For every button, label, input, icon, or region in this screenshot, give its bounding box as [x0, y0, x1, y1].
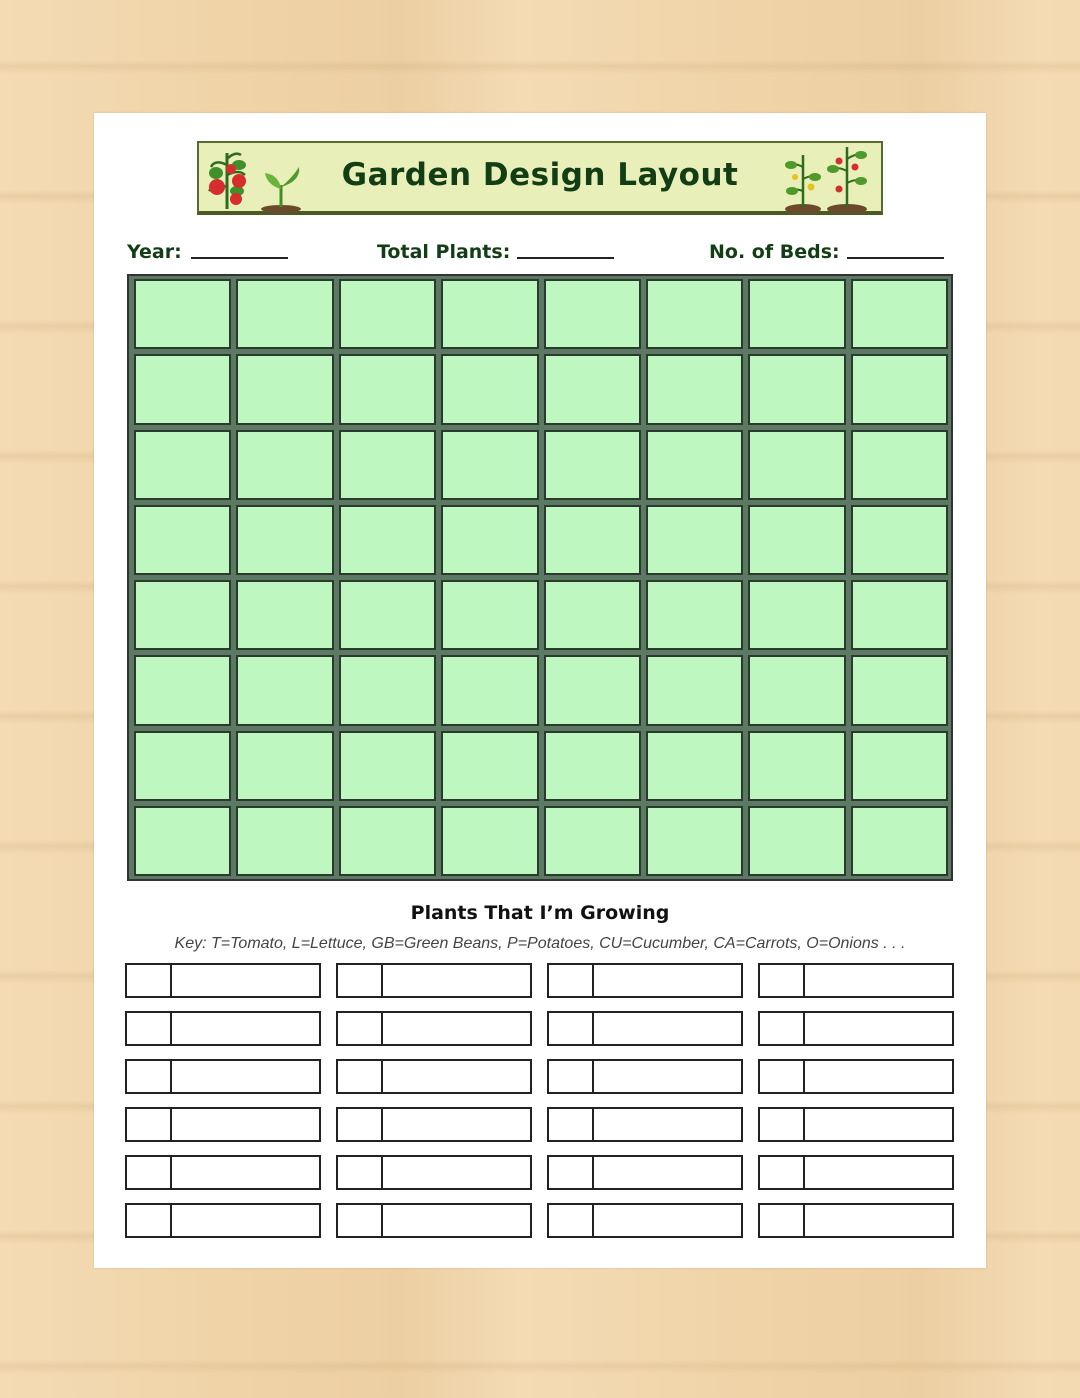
grid-cell[interactable] [748, 806, 845, 876]
grid-cell[interactable] [748, 430, 845, 500]
plant-entry [125, 1059, 321, 1094]
grid-cell[interactable] [441, 731, 538, 801]
grid-cell[interactable] [646, 505, 743, 575]
plant-code-field[interactable] [127, 1205, 172, 1236]
plant-code-field[interactable] [760, 1157, 805, 1188]
grid-cell[interactable] [646, 731, 743, 801]
grid-cell[interactable] [646, 655, 743, 725]
plant-entry [758, 1059, 954, 1094]
plant-entry [547, 1155, 743, 1190]
plant-name-field[interactable] [594, 1061, 741, 1092]
plant-list [125, 963, 955, 1239]
plant-code-field[interactable] [127, 1157, 172, 1188]
plant-code-field[interactable] [338, 1013, 383, 1044]
plant-code-field[interactable] [549, 1109, 594, 1140]
plant-name-field[interactable] [172, 1013, 319, 1044]
grid-cell[interactable] [339, 430, 436, 500]
plant-code-field[interactable] [549, 1061, 594, 1092]
grid-cell[interactable] [851, 806, 948, 876]
grid-cell[interactable] [134, 354, 231, 424]
grid-cell[interactable] [441, 505, 538, 575]
plant-entry [125, 1155, 321, 1190]
grid-cell[interactable] [339, 279, 436, 349]
plant-entry [758, 1107, 954, 1142]
year-input-line[interactable] [191, 257, 288, 259]
grid-cell[interactable] [339, 655, 436, 725]
plant-entry [125, 1203, 321, 1238]
plants-section-title: Plants That I’m Growing [410, 902, 670, 924]
plant-code-field[interactable] [338, 1205, 383, 1236]
plant-code-field[interactable] [127, 1013, 172, 1044]
grid-cell[interactable] [236, 505, 333, 575]
beds-input-line[interactable] [847, 257, 944, 259]
grid-cell[interactable] [134, 580, 231, 650]
plant-entry [125, 963, 321, 998]
plant-name-field[interactable] [594, 1205, 741, 1236]
plant-name-field[interactable] [805, 1205, 952, 1236]
grid-cell[interactable] [646, 430, 743, 500]
grid-cell[interactable] [851, 279, 948, 349]
grid-cell[interactable] [544, 279, 641, 349]
garden-bed-grid [127, 274, 953, 881]
plant-name-field[interactable] [594, 1013, 741, 1044]
plant-entry [758, 1203, 954, 1238]
plant-code-field[interactable] [760, 1061, 805, 1092]
grid-cell[interactable] [851, 580, 948, 650]
grid-cell[interactable] [646, 354, 743, 424]
grid-cell[interactable] [748, 354, 845, 424]
plant-entry [547, 1059, 743, 1094]
total-plants-input-line[interactable] [517, 257, 614, 259]
grid-cell[interactable] [134, 279, 231, 349]
plant-name-field[interactable] [383, 965, 530, 996]
grid-cell[interactable] [851, 430, 948, 500]
plant-name-field[interactable] [383, 1013, 530, 1044]
grid-cell[interactable] [441, 354, 538, 424]
grid-cell[interactable] [339, 580, 436, 650]
grid-cell[interactable] [748, 655, 845, 725]
grid-cell[interactable] [748, 580, 845, 650]
grid-cell[interactable] [236, 354, 333, 424]
plant-name-field[interactable] [172, 965, 319, 996]
grid-cell[interactable] [441, 806, 538, 876]
plant-name-field[interactable] [172, 1061, 319, 1092]
plant-name-field[interactable] [383, 1205, 530, 1236]
plant-entry [336, 1107, 532, 1142]
plant-name-field[interactable] [594, 965, 741, 996]
grid-cell[interactable] [236, 580, 333, 650]
grid-cell[interactable] [134, 505, 231, 575]
plant-entry [758, 1155, 954, 1190]
plant-entry [336, 1155, 532, 1190]
plant-code-field[interactable] [338, 1157, 383, 1188]
plant-entry [125, 1107, 321, 1142]
plant-entry [758, 963, 954, 998]
plant-code-field[interactable] [549, 965, 594, 996]
plant-entry [547, 1203, 743, 1238]
grid-cell[interactable] [441, 580, 538, 650]
grid-cell[interactable] [236, 430, 333, 500]
grid-cell[interactable] [236, 279, 333, 349]
plant-entry [547, 963, 743, 998]
grid-cell[interactable] [544, 655, 641, 725]
plant-code-field[interactable] [338, 965, 383, 996]
plant-code-field[interactable] [760, 1205, 805, 1236]
plant-code-field[interactable] [549, 1013, 594, 1044]
grid-cell[interactable] [441, 279, 538, 349]
grid-cell[interactable] [544, 505, 641, 575]
grid-cell[interactable] [441, 430, 538, 500]
grid-cell[interactable] [339, 505, 436, 575]
plant-code-field[interactable] [760, 1109, 805, 1140]
year-label: Year: [127, 241, 182, 263]
plant-name-field[interactable] [594, 1109, 741, 1140]
grid-cell[interactable] [134, 731, 231, 801]
plant-name-field[interactable] [383, 1109, 530, 1140]
grid-cell[interactable] [134, 655, 231, 725]
grid-cell[interactable] [544, 731, 641, 801]
grid-cell[interactable] [544, 354, 641, 424]
grid-cell[interactable] [646, 279, 743, 349]
grid-cell[interactable] [748, 731, 845, 801]
grid-cell[interactable] [339, 354, 436, 424]
grid-cell[interactable] [851, 655, 948, 725]
grid-cell[interactable] [748, 505, 845, 575]
plant-entry [336, 1059, 532, 1094]
grid-cell[interactable] [646, 580, 743, 650]
grid-cell[interactable] [236, 806, 333, 876]
plant-name-field[interactable] [805, 1013, 952, 1044]
plant-entry [758, 1011, 954, 1046]
grid-cell[interactable] [851, 731, 948, 801]
plant-name-field[interactable] [172, 1109, 319, 1140]
page-title: Garden Design Layout [341, 157, 739, 193]
plant-code-field[interactable] [127, 1109, 172, 1140]
plant-code-field[interactable] [338, 1061, 383, 1092]
total-plants-label: Total Plants: [377, 241, 511, 263]
grid-cell[interactable] [236, 731, 333, 801]
title-banner [197, 141, 883, 215]
grid-cell[interactable] [544, 580, 641, 650]
plant-code-field[interactable] [549, 1205, 594, 1236]
plant-name-field[interactable] [805, 1157, 952, 1188]
plant-code-field[interactable] [338, 1109, 383, 1140]
grid-cell[interactable] [339, 731, 436, 801]
grid-cell[interactable] [748, 279, 845, 349]
grid-cell[interactable] [544, 806, 641, 876]
plant-name-field[interactable] [594, 1157, 741, 1188]
grid-cell[interactable] [134, 430, 231, 500]
worksheet-page [94, 113, 986, 1268]
plant-code-field[interactable] [549, 1157, 594, 1188]
grid-cell[interactable] [339, 806, 436, 876]
grid-cell[interactable] [236, 655, 333, 725]
grid-cell[interactable] [544, 430, 641, 500]
grid-cell[interactable] [851, 354, 948, 424]
plant-code-field[interactable] [760, 965, 805, 996]
plant-code-field[interactable] [760, 1013, 805, 1044]
plant-name-field[interactable] [172, 1205, 319, 1236]
plant-name-field[interactable] [383, 1061, 530, 1092]
plant-entry [336, 963, 532, 998]
grid-cell[interactable] [134, 806, 231, 876]
plant-name-field[interactable] [805, 965, 952, 996]
grid-cell[interactable] [646, 806, 743, 876]
plant-key: Key: T=Tomato, L=Lettuce, GB=Green Beans, P=Potatoes, CU=Cucumber, CA=Carrots, O=Onions . . . [174, 935, 906, 952]
plant-name-field[interactable] [805, 1061, 952, 1092]
plant-entry [336, 1203, 532, 1238]
plant-entry [125, 1011, 321, 1046]
plant-entry [336, 1011, 532, 1046]
plant-entry [547, 1011, 743, 1046]
plant-entry [547, 1107, 743, 1142]
grid-cell[interactable] [441, 655, 538, 725]
plant-name-field[interactable] [805, 1109, 952, 1140]
plant-name-field[interactable] [383, 1157, 530, 1188]
plant-code-field[interactable] [127, 1061, 172, 1092]
grid-cell[interactable] [851, 505, 948, 575]
beds-label: No. of Beds: [709, 241, 840, 263]
plant-code-field[interactable] [127, 965, 172, 996]
plant-name-field[interactable] [172, 1157, 319, 1188]
